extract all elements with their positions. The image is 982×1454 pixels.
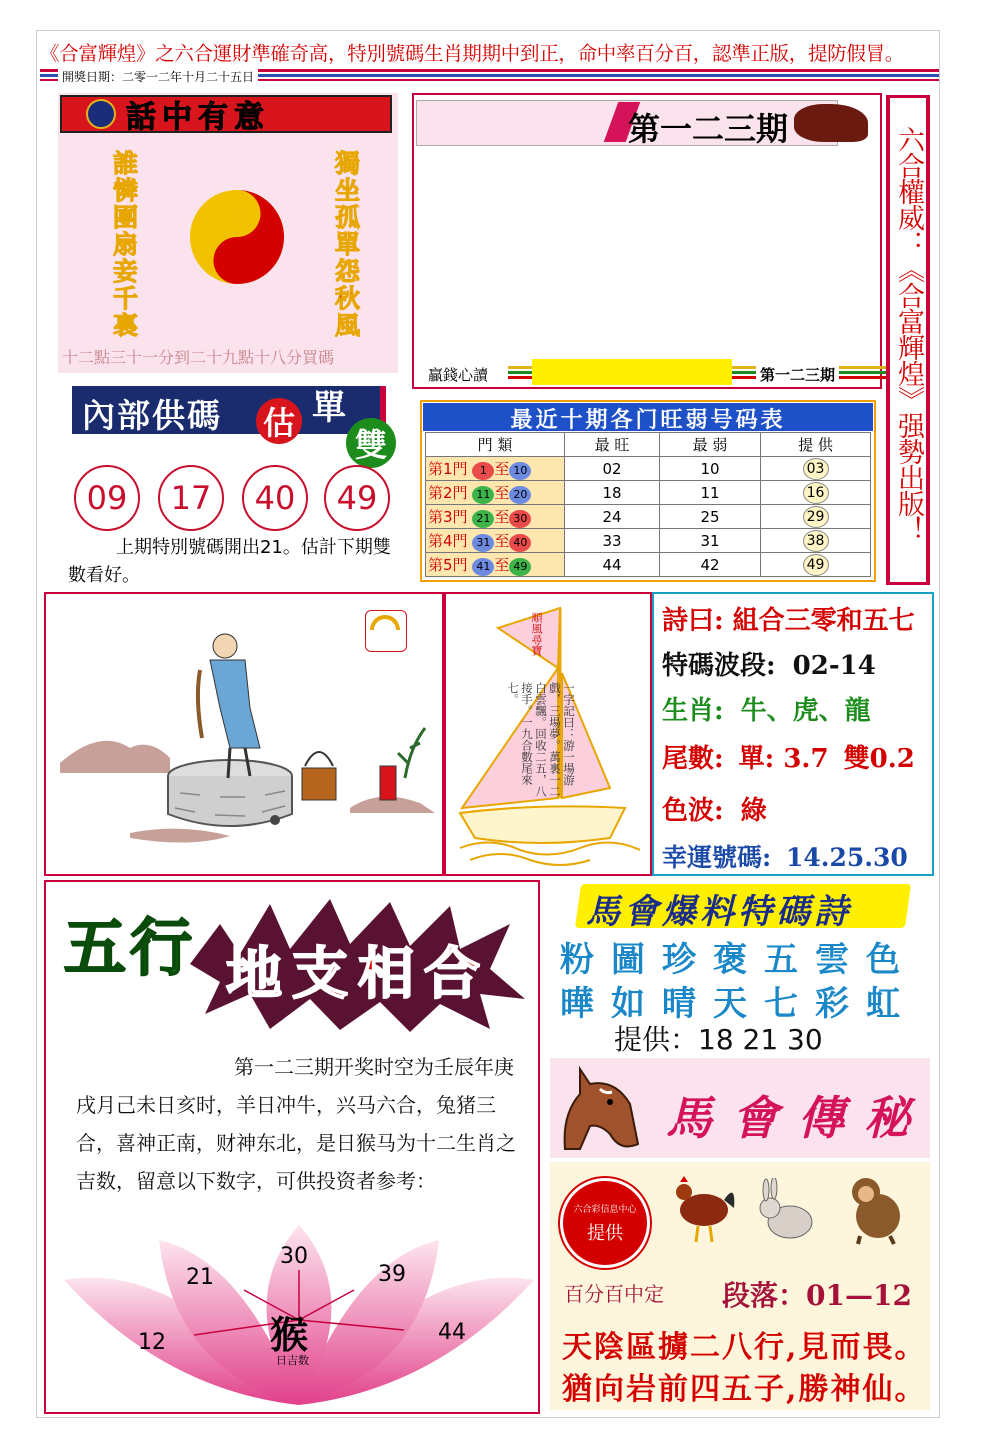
issue-footer-label: 贏錢心讀: [428, 366, 489, 384]
table-row: [426, 505, 871, 529]
range-sep: 至: [494, 531, 510, 550]
tail-single: 單: 3.7: [738, 744, 829, 774]
seal-center-text: 提供: [587, 1222, 623, 1244]
talk-title: 話中有意: [126, 100, 270, 135]
talk-title-bar: [60, 95, 392, 133]
zodiac-line: [662, 690, 871, 727]
issue-title: 第一二三期: [628, 110, 789, 148]
poem-label: 詩曰:: [662, 606, 724, 636]
th-offer: 提 供: [761, 433, 871, 457]
zodiac-label: 生肖:: [662, 696, 724, 726]
talk-footer: 十二點三十一分到二十九點十八分買碼: [62, 348, 335, 367]
table-row: [426, 457, 871, 481]
wuxing-title-b: 地支相合: [226, 942, 490, 1007]
door-cell: [426, 481, 565, 505]
lucky-label: 幸運號碼:: [662, 843, 772, 872]
lotus-center-sub: 日吉数: [276, 1354, 309, 1367]
inner-number: 49: [324, 465, 390, 531]
guess-badge: [256, 398, 302, 444]
hot-cell: 44: [565, 553, 660, 577]
lotus-number: 39: [378, 1262, 406, 1287]
table-row: [426, 481, 871, 505]
secret-line2: 猶向岩前四五子,勝神仙。: [562, 1372, 927, 1407]
ball-blue: 41: [472, 558, 494, 576]
sail-flag-text: 順風尋寶: [530, 612, 543, 656]
lotus-number: 30: [280, 1244, 308, 1269]
inner-code-title: 內部供碼: [82, 396, 222, 435]
cold-cell: 25: [660, 505, 761, 529]
door-label: 第4門: [428, 531, 468, 550]
th-door: 門 類: [426, 433, 565, 457]
talk-right-poem: 獨坐孤單怨秋風: [331, 150, 361, 339]
offer-number: 29: [803, 506, 829, 528]
ball-red: 40: [509, 534, 531, 552]
cold-cell: 42: [660, 553, 761, 577]
horse-poem-offer: 提供：18 21 30: [614, 1023, 823, 1056]
cold-cell: 10: [660, 457, 761, 481]
ball-green: 21: [472, 510, 494, 528]
horse-poem-line1: 粉圖珍褒五雲色: [560, 940, 917, 980]
inner-number: 17: [158, 465, 224, 531]
offer-number: 16: [803, 482, 829, 504]
horse-poem-title: 馬會爆料特碼詩: [586, 892, 852, 932]
offer-number: 38: [803, 530, 829, 552]
door-cell: [426, 457, 565, 481]
lotus-center-char: 猴: [270, 1312, 309, 1357]
double-text: 雙: [354, 426, 387, 464]
color-line: [662, 790, 767, 827]
th-cold: 最 弱: [660, 433, 761, 457]
color-label: 色波:: [662, 796, 724, 826]
ball-green: 49: [509, 558, 531, 576]
cold-cell: 31: [660, 529, 761, 553]
range-sep: 至: [494, 555, 510, 574]
horse-secret-title: 馬會傳秘: [666, 1091, 930, 1145]
door-cell: [426, 505, 565, 529]
lucky-line: [662, 838, 908, 874]
monkey-icon: [840, 1170, 912, 1246]
ball-red: 1: [472, 462, 494, 480]
sail-text: 一字記曰：游一場游戲，三場夢。萬裏一二白雲飄。回收二五，八接手。一九合數尾來七。: [506, 682, 576, 797]
talk-left-poem: 誰憐團扇妾千裏: [109, 150, 139, 339]
tail-double: 雙0.2: [843, 744, 915, 774]
seal-ring-text: 六合彩信息中心: [573, 1204, 637, 1215]
issue-title-bar: [416, 100, 886, 146]
sure-label: 百分百中定: [564, 1282, 664, 1306]
th-hot: 最 旺: [565, 433, 660, 457]
offer-cell: [761, 529, 871, 553]
hot-cell: 24: [565, 505, 660, 529]
wuxing-paragraph: 第一二三期开奖时空为壬辰年庚戌月己未日亥时，羊日冲牛，兴马六合，兔猪三合，喜神正南，财神东北，是日猴马为十二生肖之吉数，留意以下数字，可供投资者参考：: [76, 1055, 516, 1193]
range-sep: 至: [494, 459, 510, 478]
ball-red: 30: [509, 510, 531, 528]
ball-blue: 31: [472, 534, 494, 552]
poem-line: [662, 600, 915, 637]
segment-text: 段落：01—12: [722, 1279, 912, 1312]
door-label: 第1門: [428, 459, 468, 478]
door-label: 第2門: [428, 483, 468, 502]
horse-head-icon: [560, 1064, 640, 1154]
issue-footer-bar: [416, 358, 884, 388]
zodiac-value: 牛、虎、龍: [740, 696, 871, 726]
door-table-header: [426, 433, 871, 457]
door-table: [425, 432, 871, 577]
color-value: 綠: [740, 796, 767, 826]
lotus-number: 21: [186, 1265, 214, 1290]
range-sep: 至: [494, 507, 510, 526]
seal-badge: [560, 1178, 650, 1268]
wave-value: 02-14: [792, 651, 876, 681]
table-row: [426, 529, 871, 553]
offer-cell: [761, 553, 871, 577]
door-cell: [426, 529, 565, 553]
offer-number: 03: [803, 458, 829, 480]
inner-number: 40: [242, 465, 308, 531]
door-cell: [426, 553, 565, 577]
offer-number: 49: [803, 554, 829, 576]
horse-silhouette-icon: [794, 104, 868, 142]
yin-yang-icon: [188, 188, 286, 286]
secret-line1: 天陰區擄二八行,見而畏。: [562, 1330, 927, 1365]
ball-blue: 10: [509, 462, 531, 480]
double-badge: [346, 418, 396, 468]
rabbit-icon: [752, 1178, 820, 1244]
offer-cell: [761, 457, 871, 481]
offer-cell: [761, 505, 871, 529]
tail-line: [662, 738, 915, 775]
logo-icon: [86, 99, 116, 129]
inner-note: 上期特別號碼開出21。估計下期雙數看好。: [68, 537, 391, 586]
issue-highlight: [532, 359, 732, 385]
poem-value: 組合三零和五七: [732, 606, 915, 636]
issue-footer-issue: 第一二三期: [756, 364, 839, 385]
lucky-value: 14.25.30: [785, 843, 908, 872]
tail-label: 尾數:: [662, 744, 724, 774]
door-table-title: 最近十期各门旺弱号码表: [510, 408, 786, 433]
inner-number: 09: [74, 465, 140, 531]
wuxing-title-a: 五行: [64, 911, 197, 984]
horse-poem-line2: 曄如晴天七彩虹: [560, 984, 917, 1024]
door-label: 第3門: [428, 507, 468, 526]
single-text: 單: [312, 388, 346, 428]
hot-cell: 18: [565, 481, 660, 505]
ball-blue: 20: [509, 486, 531, 504]
header-tagline: 《合富輝煌》之六合運財準確奇高，特別號碼生肖期期中到正，命中率百分百，認準正版，提防假冒。: [40, 42, 905, 65]
table-row: [426, 553, 871, 577]
lotus-number: 44: [438, 1320, 466, 1345]
offer-cell: [761, 481, 871, 505]
header-date: 開獎日期：二零一二年十月二十五日: [58, 68, 258, 85]
cold-cell: 11: [660, 481, 761, 505]
door-label: 第5門: [428, 555, 468, 574]
ball-green: 11: [472, 486, 494, 504]
hot-cell: 02: [565, 457, 660, 481]
side-banner-text: 六合權威：《合富輝煌》强勢出版！: [893, 126, 924, 542]
hot-cell: 33: [565, 529, 660, 553]
lotus-number: 12: [138, 1330, 166, 1355]
rainbow-stamp-icon: [365, 610, 407, 652]
wave-label: 特碼波段:: [662, 651, 776, 681]
rooster-icon: [664, 1172, 740, 1244]
wave-line: [662, 645, 876, 682]
guess-text: 估: [262, 404, 295, 442]
range-sep: 至: [494, 483, 510, 502]
